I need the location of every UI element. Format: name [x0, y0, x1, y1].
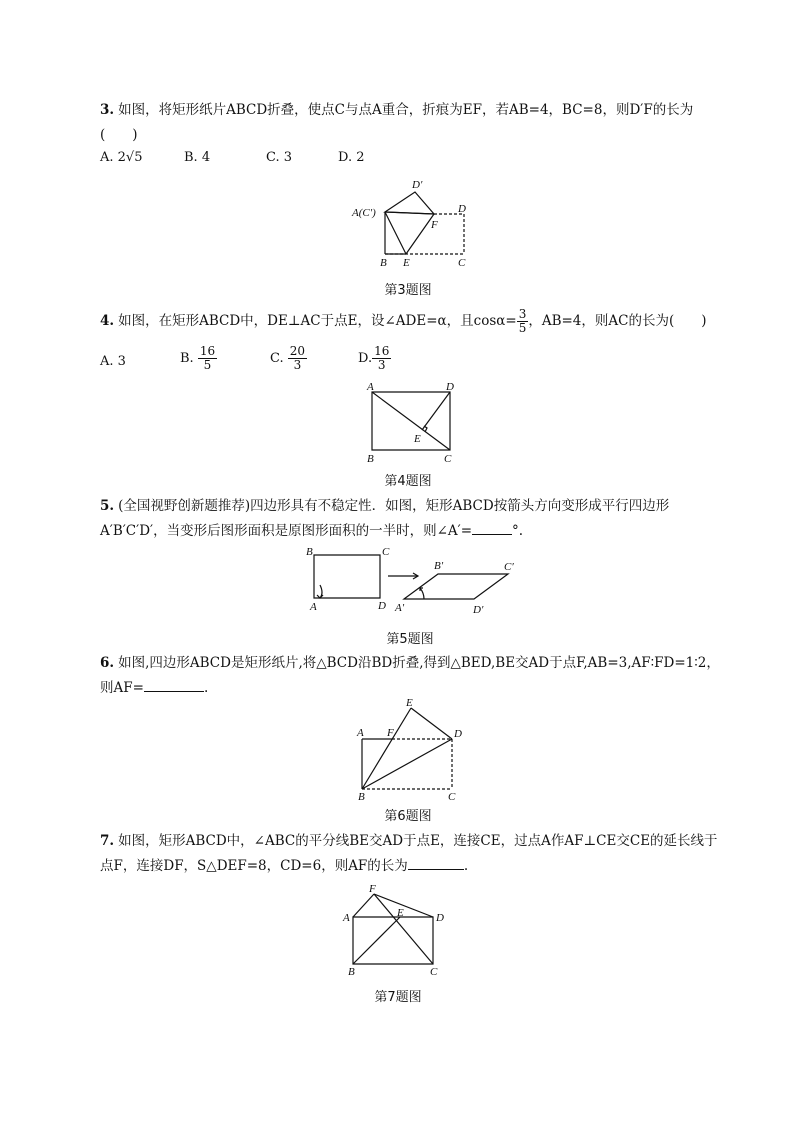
q6-figure — [352, 698, 472, 802]
answer-blank[interactable] — [144, 676, 204, 692]
question-text: 如图，矩形ABCD中，∠ABC的平分线BE交AD于点E，连接CE，过点A作AF⊥CE交CE的延长线于点F，连接DF，S△DEF=8，CD=6，则AF的长为 — [100, 833, 718, 874]
segment-af — [385, 212, 434, 214]
question-text: (全国视野创新题推荐)四边形具有不稳定性．如图，矩形ABCD按箭头方向变形成平行四边形A′B′C′D′，当变形后图形面积是原图形面积的一半时，则∠A′= — [100, 498, 670, 539]
numerator: 16 — [199, 344, 216, 358]
option-letter: B. — [180, 351, 194, 366]
label-c: C — [430, 966, 438, 978]
option-fraction — [372, 345, 391, 372]
segment-ed — [411, 708, 452, 739]
label-c: C — [382, 546, 390, 558]
q5-figure — [300, 543, 530, 621]
label-d: D — [454, 728, 462, 740]
question-number: 3. — [100, 102, 115, 118]
q4-option-d[interactable] — [358, 345, 391, 372]
segment-be — [362, 708, 411, 789]
denominator: 3 — [377, 358, 386, 372]
question-text: 如图,四边形ABCD是矩形纸片,将△BCD沿BD折叠,得到△BED,BE交AD于点F,AB=3,AF∶FD=1∶2，则AF= — [100, 655, 720, 696]
question-3 — [100, 98, 724, 148]
question-number: 6. — [100, 655, 115, 671]
option-fraction — [198, 345, 217, 372]
question-number: 7. — [100, 833, 115, 849]
question-text: 如图，将矩形纸片ABCD折叠，使点C与点A重合，折痕为EF，若AB=4，BC=8，则D′F的长为( ) — [100, 102, 694, 143]
diagonal-bd — [362, 739, 452, 789]
q4-option-a[interactable]: A. 3 — [100, 354, 126, 369]
label-e: E — [403, 257, 410, 269]
numerator: 20 — [289, 344, 306, 358]
question-number: 4. — [100, 313, 115, 329]
q3-option-a[interactable]: A. 2√5 — [100, 150, 143, 165]
option-letter: C. — [270, 351, 284, 366]
question-7 — [100, 829, 724, 879]
question-suffix: °. — [512, 523, 524, 539]
label-a-prime: A′ — [395, 602, 405, 614]
q6-caption: 第6题图 — [384, 809, 432, 824]
cos-fraction — [517, 308, 529, 335]
q7-figure — [338, 880, 458, 978]
perpendicular-de — [422, 392, 450, 430]
diagonal-ac — [372, 392, 450, 450]
label-b: B — [380, 257, 387, 269]
question-number: 5. — [100, 498, 115, 514]
question-suffix: . — [463, 858, 469, 874]
label-c: C — [448, 791, 456, 802]
q4-caption: 第4题图 — [384, 474, 432, 489]
q4-figure — [362, 382, 462, 466]
q3-caption: 第3题图 — [384, 283, 432, 298]
question-5 — [100, 494, 724, 544]
q3-option-b[interactable]: B. 4 — [184, 150, 211, 165]
label-c: C — [444, 453, 452, 465]
q4-option-b[interactable] — [180, 345, 217, 372]
label-e: E — [414, 433, 421, 445]
parallelogram-a-b-c-d-prime — [404, 574, 508, 599]
q4-option-c[interactable] — [270, 345, 307, 372]
label-c: C — [458, 257, 466, 269]
option-fraction — [288, 345, 307, 372]
label-e: E — [406, 698, 413, 709]
question-text-post: ，AB=4，则AC的长为( ) — [528, 313, 707, 329]
label-e: E — [397, 907, 404, 919]
numerator: 16 — [374, 344, 390, 358]
q3-figure — [340, 172, 480, 272]
label-f: F — [431, 219, 438, 231]
label-f: F — [369, 883, 376, 895]
label-d: D — [436, 912, 444, 924]
label-a: A — [343, 912, 350, 924]
cos-numerator: 3 — [518, 307, 527, 321]
label-b: B — [367, 453, 374, 465]
fold-ef — [406, 214, 434, 254]
segment-cf — [374, 894, 433, 964]
label-b: B — [358, 791, 365, 802]
label-a: A — [357, 727, 364, 739]
question-6 — [100, 651, 724, 701]
q5-caption: 第5题图 — [386, 632, 434, 647]
label-b-prime: B′ — [434, 560, 444, 572]
q3-option-c[interactable]: C. 3 — [266, 150, 293, 165]
question-4 — [100, 308, 724, 335]
answer-blank[interactable] — [472, 519, 512, 535]
label-a: A — [367, 382, 374, 393]
label-c-prime: C′ — [504, 561, 514, 573]
denominator: 3 — [293, 358, 302, 372]
label-d: D — [378, 600, 386, 612]
answer-blank[interactable] — [408, 854, 464, 870]
label-a-c-prime: A(C′) — [352, 207, 376, 219]
label-a: A — [310, 601, 317, 613]
option-letter: D. — [358, 351, 373, 366]
cos-denominator: 5 — [518, 321, 527, 335]
question-suffix: . — [203, 680, 209, 696]
segment-ae — [385, 212, 406, 254]
label-f: F — [387, 727, 394, 739]
label-d: D — [458, 203, 466, 215]
q3-option-d[interactable]: D. 2 — [338, 150, 365, 165]
angle-mark — [420, 588, 424, 599]
denominator: 5 — [203, 358, 212, 372]
label-d: D — [446, 382, 454, 393]
label-d-prime: D′ — [473, 604, 484, 616]
label-b: B — [306, 546, 313, 558]
bisector-be — [353, 917, 400, 964]
segment-af — [353, 894, 374, 917]
q7-caption: 第7题图 — [374, 990, 422, 1005]
rectangle-abcd — [314, 555, 380, 598]
label-b: B — [348, 966, 355, 978]
question-text-pre: 如图，在矩形ABCD中，DE⊥AC于点E，设∠ADE=α，且cosα= — [118, 313, 517, 329]
label-d-prime: D′ — [412, 179, 423, 191]
fold-triangle — [385, 192, 434, 214]
